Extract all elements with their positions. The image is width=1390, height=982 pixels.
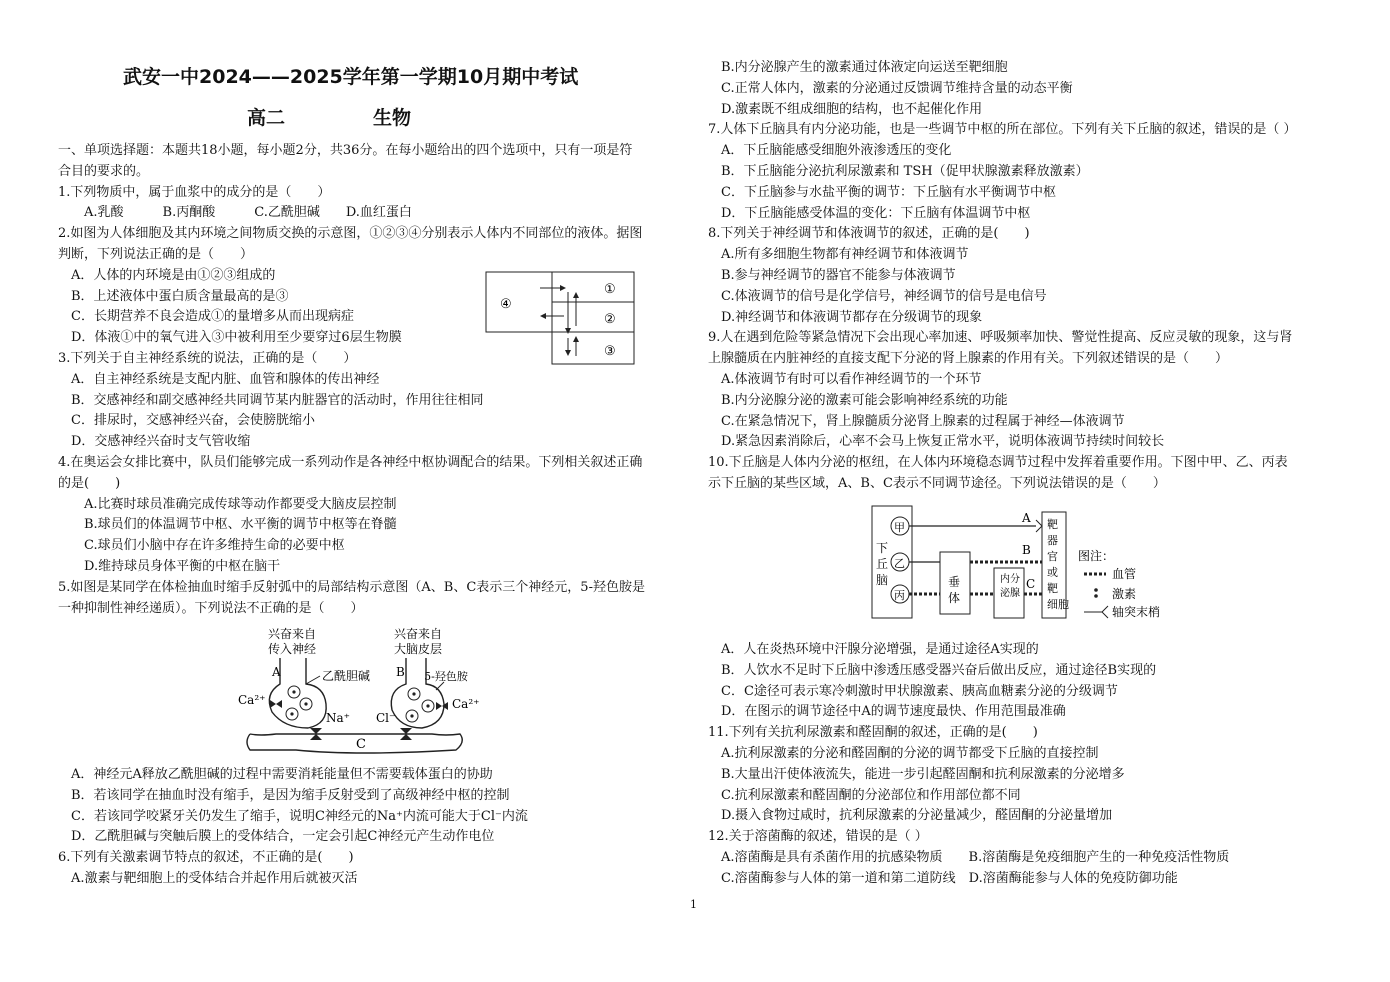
- target-label-5: 靶: [1047, 582, 1058, 595]
- hypothalamus-label-3: 脑: [876, 573, 889, 587]
- question-line: 示下丘脑的某些区域，A、B、C表示不同调节途径。下列说法错误的是（ ）: [708, 476, 1166, 491]
- question-line: 10.下丘脑是人体内分泌的枢纽，在人体内环境稳态调节过程中发挥着重要作用。下图中甲、乙、丙表: [708, 455, 1288, 471]
- question-line: B.大量出汗使体液流失，能进一步引起醛固酮和抗利尿激素的分泌增多: [708, 766, 1125, 782]
- hypothalamus-label-1: 下: [876, 541, 889, 555]
- question-line: 的是( ): [58, 475, 121, 491]
- question-line: 2.如图为人体细胞及其内环境之间物质交换的示意图，①②③④分别表示人体内不同部位的液体。据图: [58, 226, 643, 242]
- legend-hormone: 激素: [1112, 587, 1137, 601]
- question-line: A．下丘脑能感受细胞外液渗透压的变化: [708, 143, 952, 159]
- target-label-2: 器: [1047, 534, 1058, 547]
- fluid-label-2: ②: [604, 312, 616, 327]
- question-line: 6.下列有关激素调节特点的叙述，不正确的是( ): [58, 850, 354, 866]
- question-line: C.球员们小脑中存在许多维持生命的必要中枢: [58, 538, 345, 554]
- question-line: B．若该同学在抽血时没有缩手，是因为缩手反射受到了高级神经中枢的控制: [58, 787, 510, 803]
- question-line: D.紧急因素消除后，心率不会马上恢复正常水平，说明体液调节持续时间较长: [708, 434, 1165, 450]
- question-line: C．下丘脑参与水盐平衡的调节：下丘脑有水平衡调节中枢: [708, 184, 1056, 200]
- acetylcholine-label: 乙酰胆碱: [322, 669, 371, 683]
- question-line: C.正常人体内，激素的分泌通过反馈调节维持含量的动态平衡: [708, 80, 1073, 96]
- question-line: 9.人在遇到危险等紧急情况下会出现心率加速、呼吸频率加快、警觉性提高、反应灵敏的现象，这与肾: [708, 330, 1293, 346]
- legend-vessel: 血管: [1112, 567, 1137, 581]
- hypothalamus-label-2: 丘: [876, 557, 889, 571]
- chloride-label: Cl⁻: [376, 711, 396, 725]
- legend-axon: 轴突末梢: [1112, 605, 1161, 619]
- question-line: A．自主神经系统是支配内脏、血管和腺体的传出神经: [58, 371, 380, 387]
- neuron-c-label: C: [356, 737, 366, 752]
- legend-title: 图注：: [1078, 549, 1115, 563]
- question-line: C.在紧急情况下，肾上腺髓质分泌肾上腺素的过程属于神经—体液调节: [708, 413, 1125, 429]
- fluid-label-1: ①: [604, 282, 616, 297]
- neuron-a-source-2: 传入神经: [268, 642, 317, 656]
- question-line: C.溶菌酶参与人体的第一道和第二道防线 D.溶菌酶能参与人体的免疫防御功能: [708, 870, 1178, 886]
- question-line: B．上述液体中蛋白质含量最高的是③: [58, 288, 289, 304]
- question-line: D．在图示的调节途径中A的调节速度最快、作用范围最准确: [708, 704, 1066, 720]
- route-c: C: [1026, 577, 1036, 591]
- target-label: 靶: [1047, 518, 1058, 531]
- hypothalamus-regulation-figure: [870, 504, 1180, 620]
- region-bing: 丙: [894, 589, 905, 602]
- question-line: 3.下列关于自主神经系统的说法，正确的是（ ）: [58, 351, 357, 366]
- question-line: 12.关于溶菌酶的叙述，错误的是（ ）: [708, 829, 928, 845]
- page-number: 1: [690, 898, 697, 911]
- question-line: C．长期营养不良会造成①的量增多从而出现病症: [58, 309, 354, 325]
- question-line: A.激素与靶细胞上的受体结合并起作用后就被灭活: [58, 871, 358, 886]
- question-line: A．神经元A释放乙酰胆碱的过程中需要消耗能量但不需要载体蛋白的协助: [58, 767, 493, 782]
- target-label-3: 官: [1047, 550, 1058, 563]
- question-line: A.乳酸 B.丙酮酸 C.乙酰胆碱 D.血红蛋白: [58, 205, 412, 221]
- region-jia: 甲: [894, 521, 905, 534]
- question-line: 11.下列有关抗利尿激素和醛固酮的叙述，正确的是( ): [708, 725, 1038, 741]
- question-line: A.所有多细胞生物都有神经调节和体液调节: [708, 247, 969, 263]
- target-label-6: 细胞: [1047, 598, 1069, 611]
- question-line: D．乙酰胆碱与突触后膜上的受体结合，一定会引起C神经元产生动作电位: [58, 829, 495, 845]
- neuron-b-source-2: 大脑皮层: [394, 642, 443, 656]
- exam-subject: 生物: [373, 107, 412, 129]
- question-line: 一种抑制性神经递质）。下列说法不正确的是（ ）: [58, 600, 364, 616]
- route-b: B: [1022, 543, 1031, 557]
- exam-title: 武安一中2024——2025学年第一学期10月期中考试: [123, 66, 579, 88]
- question-line: C．若该同学咬紧牙关仍发生了缩手，说明C神经元的Na⁺内流可能大于Cl⁻内流: [58, 808, 528, 824]
- region-yi: 乙: [894, 557, 905, 570]
- question-line: D.神经调节和体液调节都存在分级调节的现象: [708, 309, 983, 325]
- question-line: B.参与神经调节的器官不能参与体液调节: [708, 268, 956, 283]
- question-line: 判断，下列说法正确的是（ ）: [58, 247, 254, 262]
- neuron-b-source-1: 兴奋来自: [394, 627, 443, 641]
- question-line: A.比赛时球员准确完成传球等动作都要受大脑皮层控制: [58, 496, 397, 512]
- serotonin-label: 5-羟色胺: [424, 670, 468, 683]
- question-line: D.维持球员身体平衡的中枢在脑干: [58, 559, 281, 574]
- gland-label: 内分: [1000, 574, 1020, 585]
- question-line: 合目的要求的。: [58, 163, 150, 179]
- question-line: A．人体的内环境是由①②③组成的: [58, 267, 276, 283]
- fluid-label-4: ④: [500, 297, 512, 312]
- calcium-left-label: Ca²⁺: [238, 693, 266, 707]
- question-line: D.摄入食物过咸时，抗利尿激素的分泌量减少，醛固酮的分泌量增加: [708, 808, 1113, 824]
- pituitary-label-2: 体: [948, 591, 961, 605]
- question-line: A.溶菌酶是具有杀菌作用的抗感染物质 B.溶菌酶是免疫细胞产生的一种免疫活性物质: [708, 850, 1230, 865]
- pituitary-label: 垂: [948, 575, 961, 589]
- question-line: B．人饮水不足时下丘脑中渗透压感受器兴奋后做出反应，通过途径B实现的: [708, 662, 1157, 678]
- calcium-right-label: Ca²⁺: [452, 697, 480, 711]
- question-line: 4.在奥运会女排比赛中，队员们能够完成一系列动作是各神经中枢协调配合的结果。下列相关叙述正确: [58, 455, 643, 470]
- sodium-label: Na⁺: [326, 711, 350, 725]
- exam-grade: 高二: [247, 107, 286, 129]
- question-line: A.体液调节有时可以看作神经调节的一个环节: [708, 372, 982, 387]
- question-line: B.内分泌腺产生的激素通过体液定向运送至靶细胞: [708, 60, 1008, 75]
- gland-label-2: 泌腺: [1000, 588, 1020, 599]
- question-line: 5.如图是某同学在体检抽血时缩手反射弧中的局部结构示意图（A、B、C表示三个神经元，5-羟色胺是: [58, 579, 645, 595]
- question-line: A．人在炎热环境中汗腺分泌增强，是通过途径A实现的: [708, 642, 1039, 657]
- question-line: A.抗利尿激素的分泌和醛固酮的分泌的调节都受下丘脑的直接控制: [708, 746, 1099, 761]
- question-line: B．交感神经和副交感神经共同调节某内脏器官的活动时，作用往往相同: [58, 392, 484, 408]
- question-line: 8.下列关于神经调节和体液调节的叙述，正确的是( ): [708, 226, 1030, 242]
- question-line: C.体液调节的信号是化学信号，神经调节的信号是电信号: [708, 288, 1047, 304]
- question-line: 1.下列物质中，属于血浆中的成分的是（ ）: [58, 184, 331, 200]
- question-line: C.抗利尿激素和醛固酮的分泌部位和作用部位都不同: [708, 787, 1021, 803]
- target-label-4: 或: [1047, 566, 1058, 579]
- fluid-label-3: ③: [604, 344, 616, 359]
- question-line: D.激素既不组成细胞的结构，也不起催化作用: [708, 101, 983, 117]
- neuron-b-label: B: [396, 665, 405, 679]
- question-line: B.球员们的体温调节中枢、水平衡的调节中枢等在脊髓: [58, 517, 397, 533]
- neuron-a-label: A: [272, 665, 281, 679]
- fluid-exchange-figure: [484, 270, 636, 366]
- question-line: D．交感神经兴奋时支气管收缩: [58, 434, 251, 450]
- question-line: C．排尿时，交感神经兴奋，会使膀胱缩小: [58, 413, 315, 429]
- question-line: D．体液①中的氧气进入③中被利用至少要穿过6层生物膜: [58, 330, 402, 346]
- question-line: B.内分泌腺分泌的激素可能会影响神经系统的功能: [708, 392, 1008, 408]
- question-line: 上腺髓质在内脏神经的直接支配下分泌的肾上腺素的作用有关。下列叙述错误的是（ ）: [708, 351, 1229, 367]
- question-line: B．下丘脑能分泌抗利尿激素和 TSH（促甲状腺激素释放激素）: [708, 164, 1089, 179]
- question-line: D．下丘脑能感受体温的变化：下丘脑有体温调节中枢: [708, 205, 1031, 221]
- question-line: 一、单项选择题：本题共18小题，每小题2分，共36分。在每小题给出的四个选项中，只有一项是符: [58, 143, 633, 158]
- neuron-a-source-1: 兴奋来自: [268, 627, 317, 641]
- question-line: 7.人体下丘脑具有内分泌功能，也是一些调节中枢的所在部位。下列有关下丘脑的叙述，错误的是（ ）: [708, 122, 1297, 138]
- question-line: C．C途径可表示寒冷刺激时甲状腺激素、胰高血糖素分泌的分级调节: [708, 683, 1118, 699]
- reflex-synapse-figure: [236, 624, 480, 758]
- route-a: A: [1022, 511, 1031, 525]
